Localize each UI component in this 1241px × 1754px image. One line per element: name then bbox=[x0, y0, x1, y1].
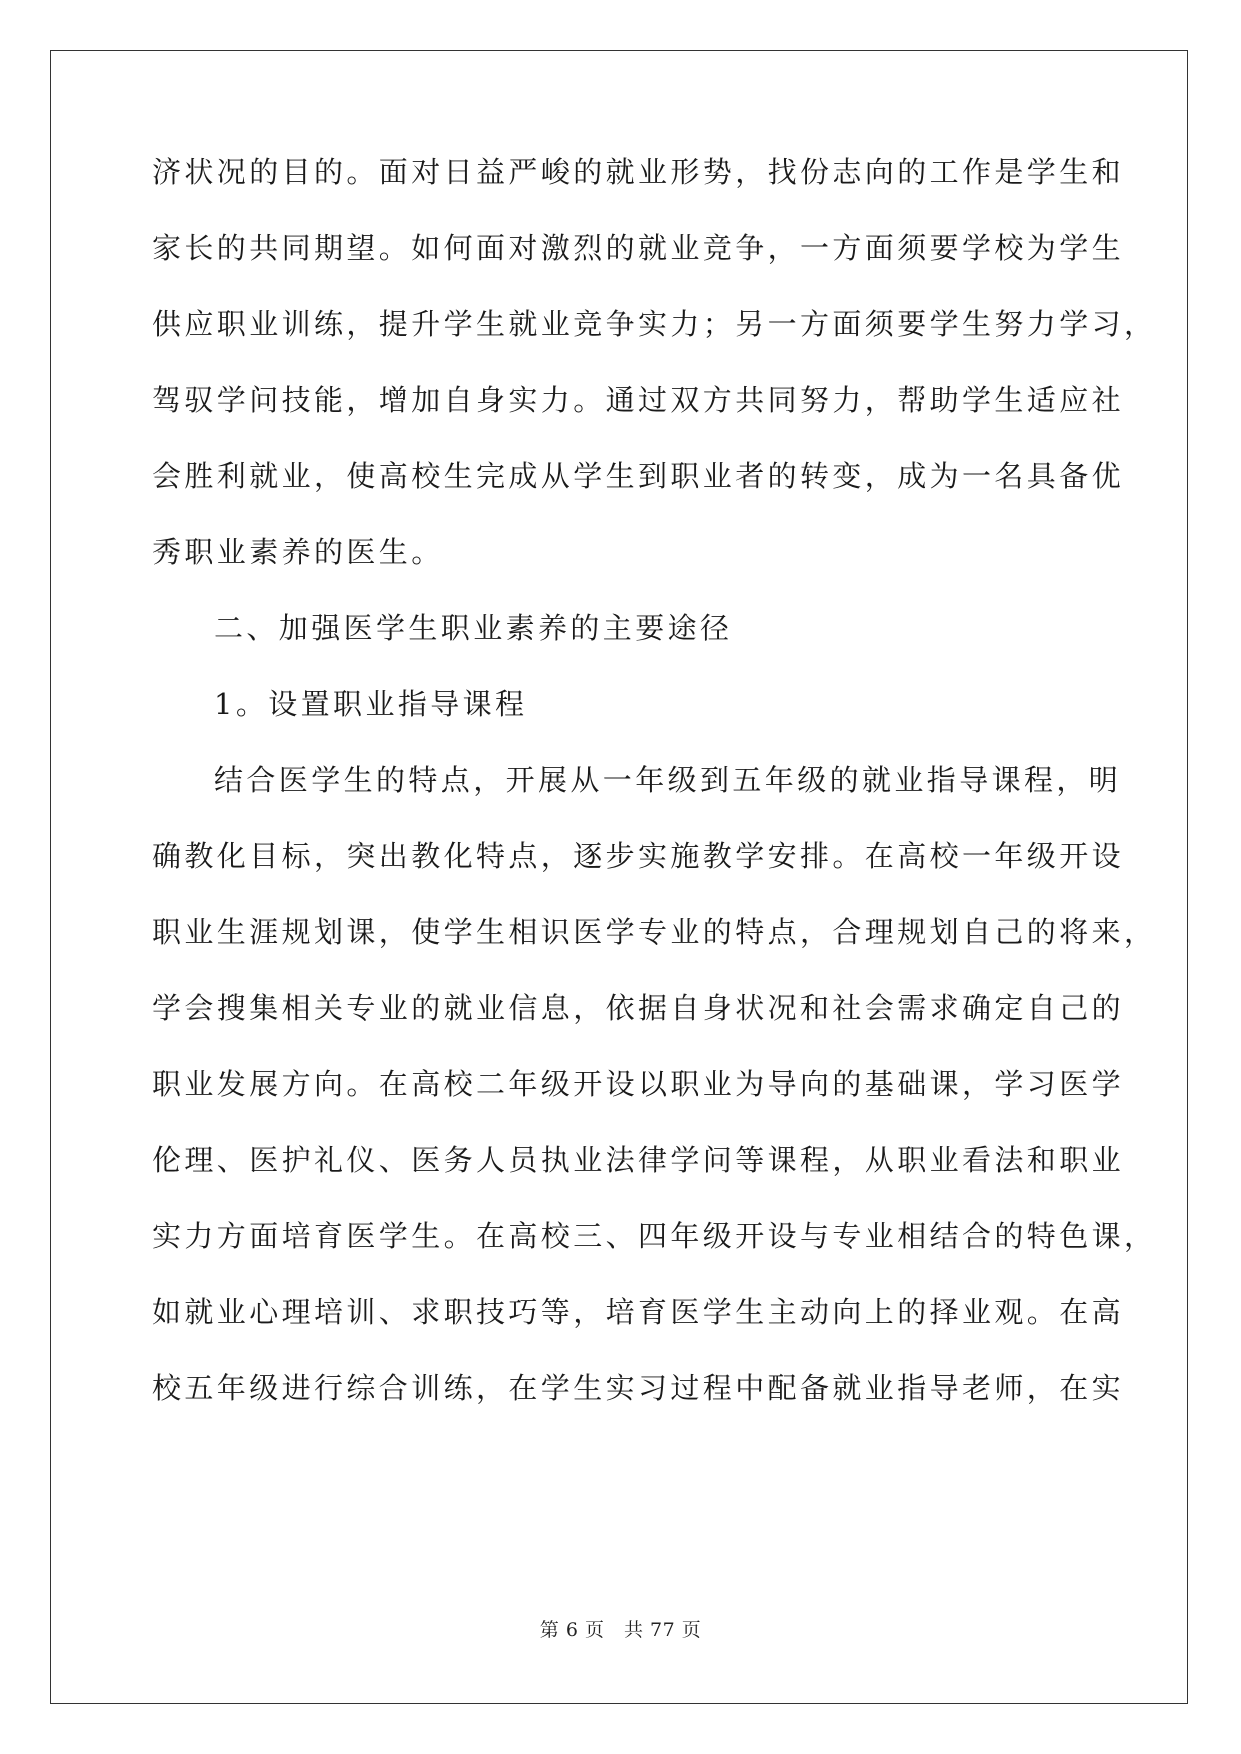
text-line: 学会搜集相关专业的就业信息，依据自身状况和社会需求确定自己的 bbox=[152, 991, 1125, 1025]
page-number: 第 6 页 共 77 页 bbox=[539, 1619, 702, 1641]
section-heading: 二、加强医学生职业素养的主要途径 bbox=[214, 611, 733, 645]
subsection-heading: 1。设置职业指导课程 bbox=[214, 687, 528, 721]
text-line: 确教化目标，突出教化特点，逐步实施教学安排。在高校一年级开设 bbox=[152, 839, 1125, 873]
text-line: 实力方面培育医学生。在高校三、四年级开设与专业相结合的特色课， bbox=[152, 1219, 1157, 1253]
text-line: 秀职业素养的医生。 bbox=[152, 535, 444, 569]
text-line: 家长的共同期望。如何面对激烈的就业竞争，一方面须要学校为学生 bbox=[152, 231, 1125, 265]
text-line: 济状况的目的。面对日益严峻的就业形势，找份志向的工作是学生和 bbox=[152, 155, 1125, 189]
text-line: 如就业心理培训、求职技巧等，培育医学生主动向上的择业观。在高 bbox=[152, 1295, 1125, 1329]
text-line: 供应职业训练，提升学生就业竞争实力；另一方面须要学生努力学习， bbox=[152, 307, 1157, 341]
text-line: 会胜利就业，使高校生完成从学生到职业者的转变，成为一名具备优 bbox=[152, 459, 1125, 493]
text-line: 职业生涯规划课，使学生相识医学专业的特点，合理规划自己的将来， bbox=[152, 915, 1157, 949]
text-line: 伦理、医护礼仪、医务人员执业法律学问等课程，从职业看法和职业 bbox=[152, 1143, 1125, 1177]
text-line: 驾驭学问技能，增加自身实力。通过双方共同努力，帮助学生适应社 bbox=[152, 383, 1125, 417]
text-line: 校五年级进行综合训练，在学生实习过程中配备就业指导老师，在实 bbox=[152, 1371, 1125, 1405]
text-line: 职业发展方向。在高校二年级开设以职业为导向的基础课，学习医学 bbox=[152, 1067, 1125, 1101]
page-border bbox=[50, 50, 1188, 1704]
text-line: 结合医学生的特点，开展从一年级到五年级的就业指导课程，明 bbox=[214, 763, 1122, 797]
